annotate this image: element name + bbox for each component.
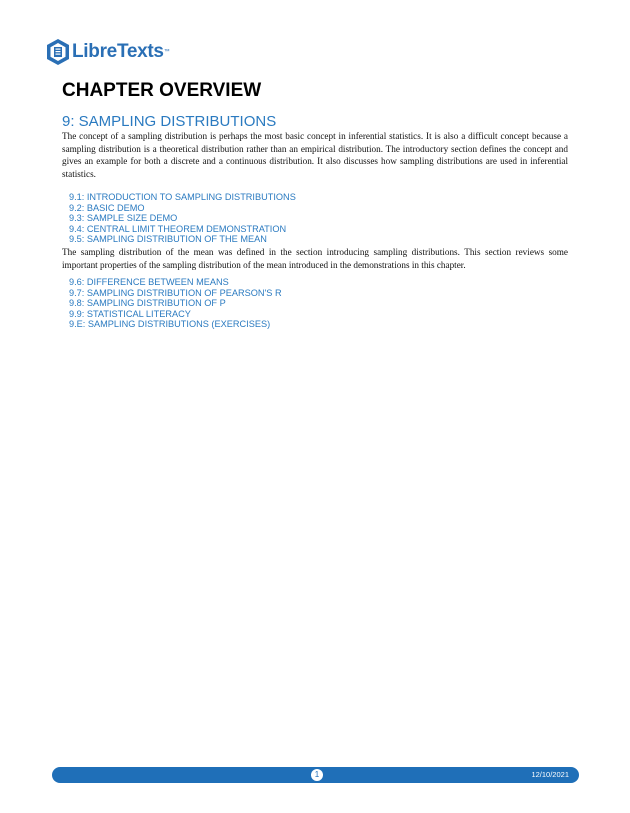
link-9-2[interactable]: 9.2: BASIC DEMO bbox=[69, 202, 145, 213]
link-9-1[interactable]: 9.1: INTRODUCTION TO SAMPLING DISTRIBUTIONS bbox=[69, 192, 296, 202]
libretexts-logo[interactable] bbox=[46, 38, 170, 66]
intro-paragraph: The concept of a sampling distribution is perhaps the most basic concept in inferential statistics. It is also a difficult concept because a sampling distribution is a theoretical distribution rather than an empirical distribution. The introductory section defines the concept and gives an example for both a discrete and a continuous distribution. It also discusses how sampling distributions are used in inferential statistics. bbox=[62, 131, 568, 179]
page-number: 1 bbox=[311, 769, 323, 781]
chapter-links-list bbox=[69, 192, 296, 245]
link-9-5[interactable]: 9.5: SAMPLING DISTRIBUTION OF THE MEAN bbox=[69, 234, 267, 245]
link-9-4[interactable]: 9.4: CENTRAL LIMIT THEOREM DEMONSTRATION bbox=[69, 223, 287, 234]
footer-bar bbox=[52, 767, 579, 783]
link-9-9[interactable]: 9.9: STATISTICAL LITERACY bbox=[69, 308, 191, 319]
link-9-e[interactable]: 9.E: SAMPLING DISTRIBUTIONS (EXERCISES) bbox=[69, 319, 271, 330]
chapter-links-list-2 bbox=[69, 277, 282, 330]
link-9-6[interactable]: 9.6: DIFFERENCE BETWEEN MEANS bbox=[69, 277, 229, 287]
link-9-3[interactable]: 9.3: SAMPLE SIZE DEMO bbox=[69, 213, 178, 224]
link-9-5-description: The sampling distribution of the mean was defined in the section introducing sampling distributions. This section reviews some important properties of the sampling distribution of the mean introduced in the demonstrations in this chapter. bbox=[62, 247, 568, 270]
brand-trademark: ™ bbox=[163, 49, 170, 55]
section-title: 9: SAMPLING DISTRIBUTIONS bbox=[62, 113, 277, 130]
link-9-8[interactable]: 9.8: SAMPLING DISTRIBUTION OF P bbox=[69, 298, 226, 309]
link-9-7[interactable]: 9.7: SAMPLING DISTRIBUTION OF PEARSON'S R bbox=[69, 287, 282, 298]
libretexts-logo-icon bbox=[46, 38, 70, 66]
footer-date: 12/10/2021 bbox=[531, 770, 569, 779]
brand-name: LibreTexts bbox=[72, 41, 164, 62]
page-title: CHAPTER OVERVIEW bbox=[62, 80, 262, 101]
